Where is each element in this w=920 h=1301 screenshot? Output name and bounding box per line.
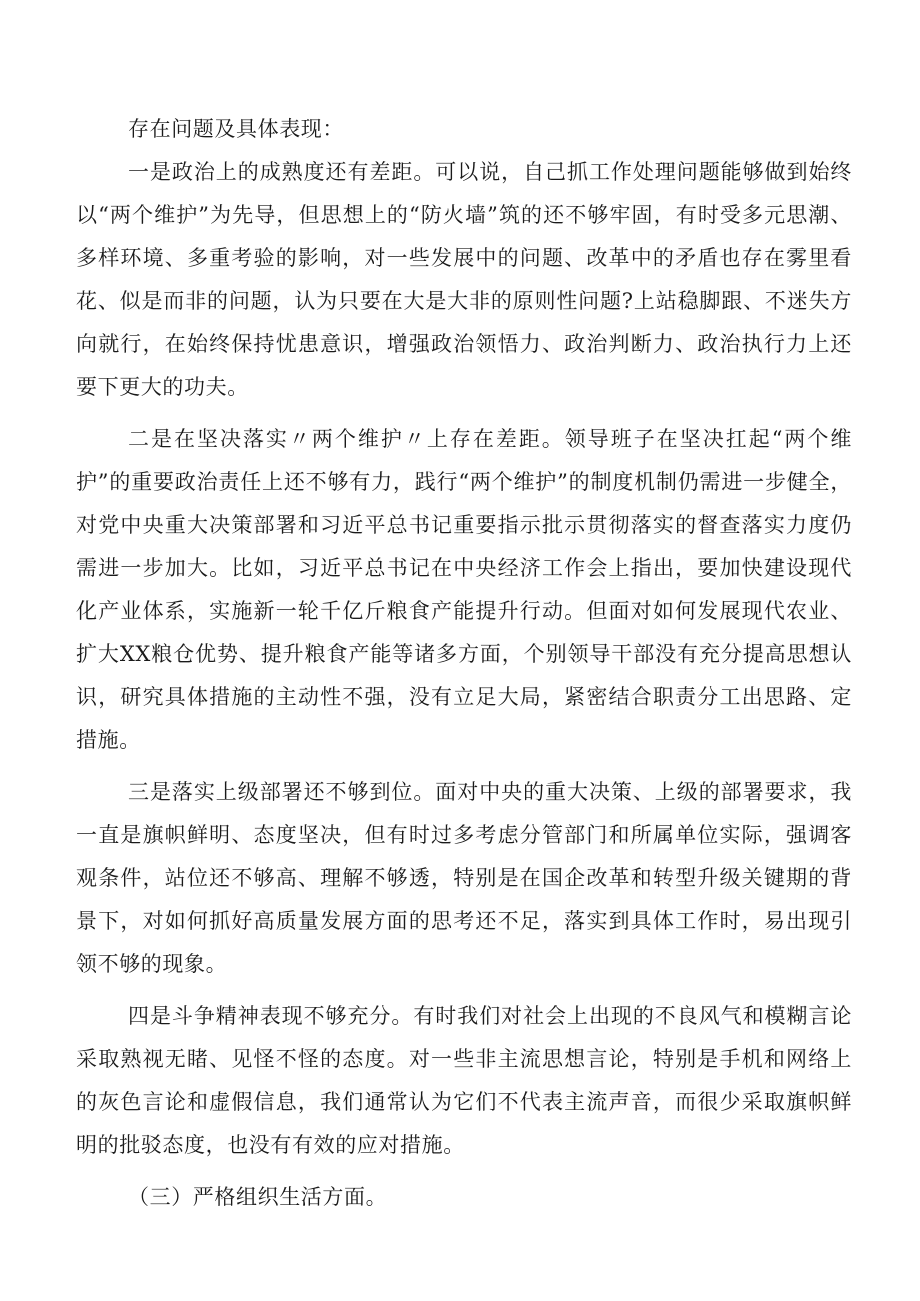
- issues-heading: 存在问题及具体表现：: [128, 117, 344, 141]
- paragraph-gap: [76, 762, 852, 771]
- paragraph-fighting-spirit: 四是斗争精神表现不够充分。有时我们对社会上出现的不良风气和模糊言论采取熟视无睹、见怪不怪的态度。对一些非主流思想言论，特别是手机和网络上的灰色言论和虚假信息，我们通常认为它们不代表主流声音，而很少采取旗帜鲜明的批驳态度，也没有有效的应对措施。: [76, 1004, 852, 1157]
- paragraph-implementation: 三是落实上级部署还不够到位。面对中央的重大决策、上级的部署要求，我一直是旗帜鲜明、态度坚决，但有时过多考虑分管部门和所属单位实际，强调客观条件，站位还不够高、理解不够透，特别是在国企改革和转型升级关键期的背景下，对如何抓好高质量发展方面的思考还不足，落实到具体工作时，易出现引领不够的现象。: [76, 780, 852, 976]
- paragraph-gap: [76, 409, 852, 418]
- paragraph-political-maturity: 一是政治上的成熟度还有差距。可以说，自己抓工作处理问题能够做到始终以“两个维护”为先导，但思想上的“防火墙”筑的还不够牢固，有时受多元思潮、多样环境、多重考验的影响，对一些发展中的问题、改革中的矛盾也存在雾里看花、似是而非的问题，认为只要在大是大非的原则性问题?上站稳脚跟、不迷失方向就行，在始终保持忧患意识，增强政治领悟力、政治判断力、政治执行力上还要下更大的功夫。: [76, 160, 852, 399]
- paragraph-two-safeguards: 二是在坚决落实〃两个维护〃上存在差距。领导班子在坚决扛起“两个维护”的重要政治责任上还不够有力，践行“两个维护”的制度机制仍需进一步健全，对党中央重大决策部署和习近平总书记重要指示批示贯彻落实的督查落实力度仍需进一步加大。比如，习近平总书记在中央经济工作会上指出，要加快建设现代化产业体系，实施新一轮千亿斤粮食产能提升行动。但面对如何发展现代农业、扩大XX粮仓优势、提升粮食产能等诸多方面，个别领导干部没有充分提高思想认识，研究具体措施的主动性不强，没有立足大局，紧密结合职责分工出思路、定措施。: [76, 427, 852, 752]
- section-heading-organizational-life: （三）严格组织生活方面。: [128, 1185, 388, 1209]
- document-body: [76, 108, 852, 1219]
- paragraph-gap: [76, 986, 852, 995]
- paragraph-gap: [76, 1167, 852, 1176]
